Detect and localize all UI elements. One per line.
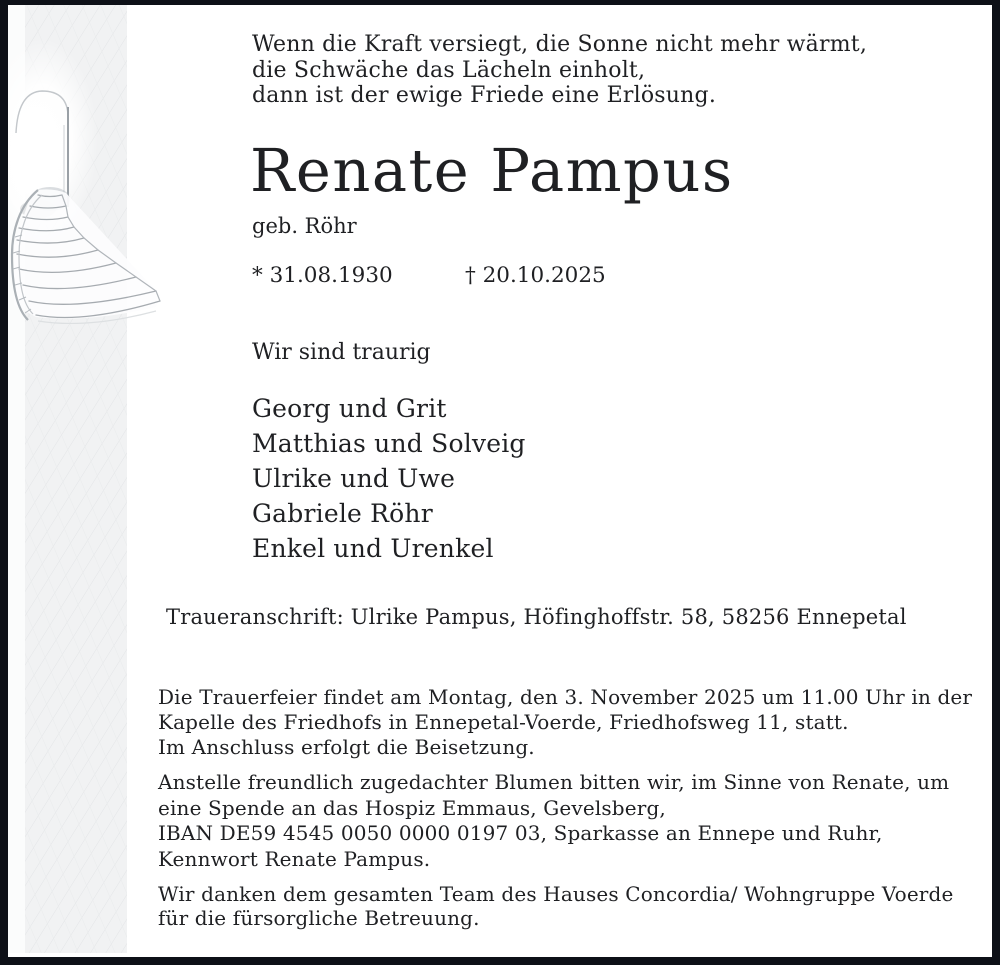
mourner-item: Ulrike und Uwe <box>252 464 456 493</box>
funeral-line-2: Kapelle des Friedhofs in Ennepetal-Voerde, Friedhofsweg 11, statt. <box>158 710 849 734</box>
mourner-item: Matthias und Solveig <box>252 429 526 458</box>
verse-line-3: dann ist der ewige Friede eine Erlösung. <box>252 83 717 108</box>
verse-line-1: Wenn die Kraft versiegt, die Sonne nicht mehr wärmt, <box>252 32 868 57</box>
mourner-item: Enkel und Urenkel <box>252 534 494 563</box>
funeral-line-3: Im Anschluss erfolgt die Beisetzung. <box>158 735 535 759</box>
deceased-name: Renate Pampus <box>250 136 734 205</box>
stairway-to-light-illustration <box>8 5 168 953</box>
mourning-address: Traueranschrift: Ulrike Pampus, Höfinghoffstr. 58, 58256 Ennepetal <box>166 605 907 629</box>
thanks-line-2: für die fürsorgliche Betreuung. <box>158 906 480 930</box>
mourner-item: Georg und Grit <box>252 394 447 423</box>
thanks-note <box>158 882 953 930</box>
donation-request <box>158 770 949 872</box>
verse-line-2: die Schwäche das Lächeln einholt, <box>252 57 646 83</box>
funeral-details <box>158 685 972 760</box>
maiden-name: geb. Röhr <box>252 214 357 238</box>
donation-line-2: eine Spende an das Hospiz Emmaus, Gevelsberg, <box>158 795 666 820</box>
birth-date: * 31.08.1930 <box>252 263 393 288</box>
life-dates <box>252 263 672 293</box>
mourning-intro: Wir sind traurig <box>252 340 431 365</box>
donation-line-4: Kennwort Renate Pampus. <box>158 846 431 871</box>
mourner-item: Gabriele Röhr <box>252 499 433 528</box>
death-date: † 20.10.2025 <box>465 263 606 288</box>
donation-line-3: IBAN DE59 4545 0050 0000 0197 03, Sparkasse an Ennepe und Ruhr, <box>158 821 883 845</box>
memorial-verse <box>252 32 867 109</box>
mourner-list <box>252 391 526 566</box>
funeral-line-1: Die Trauerfeier findet am Montag, den 3. November 2025 um 11.00 Uhr in der <box>158 685 973 709</box>
thanks-line-1: Wir danken dem gesamten Team des Hauses Concordia/ Wohngruppe Voerde <box>158 882 954 906</box>
donation-line-1: Anstelle freundlich zugedachter Blumen bitten wir, im Sinne von Renate, um <box>158 770 950 794</box>
